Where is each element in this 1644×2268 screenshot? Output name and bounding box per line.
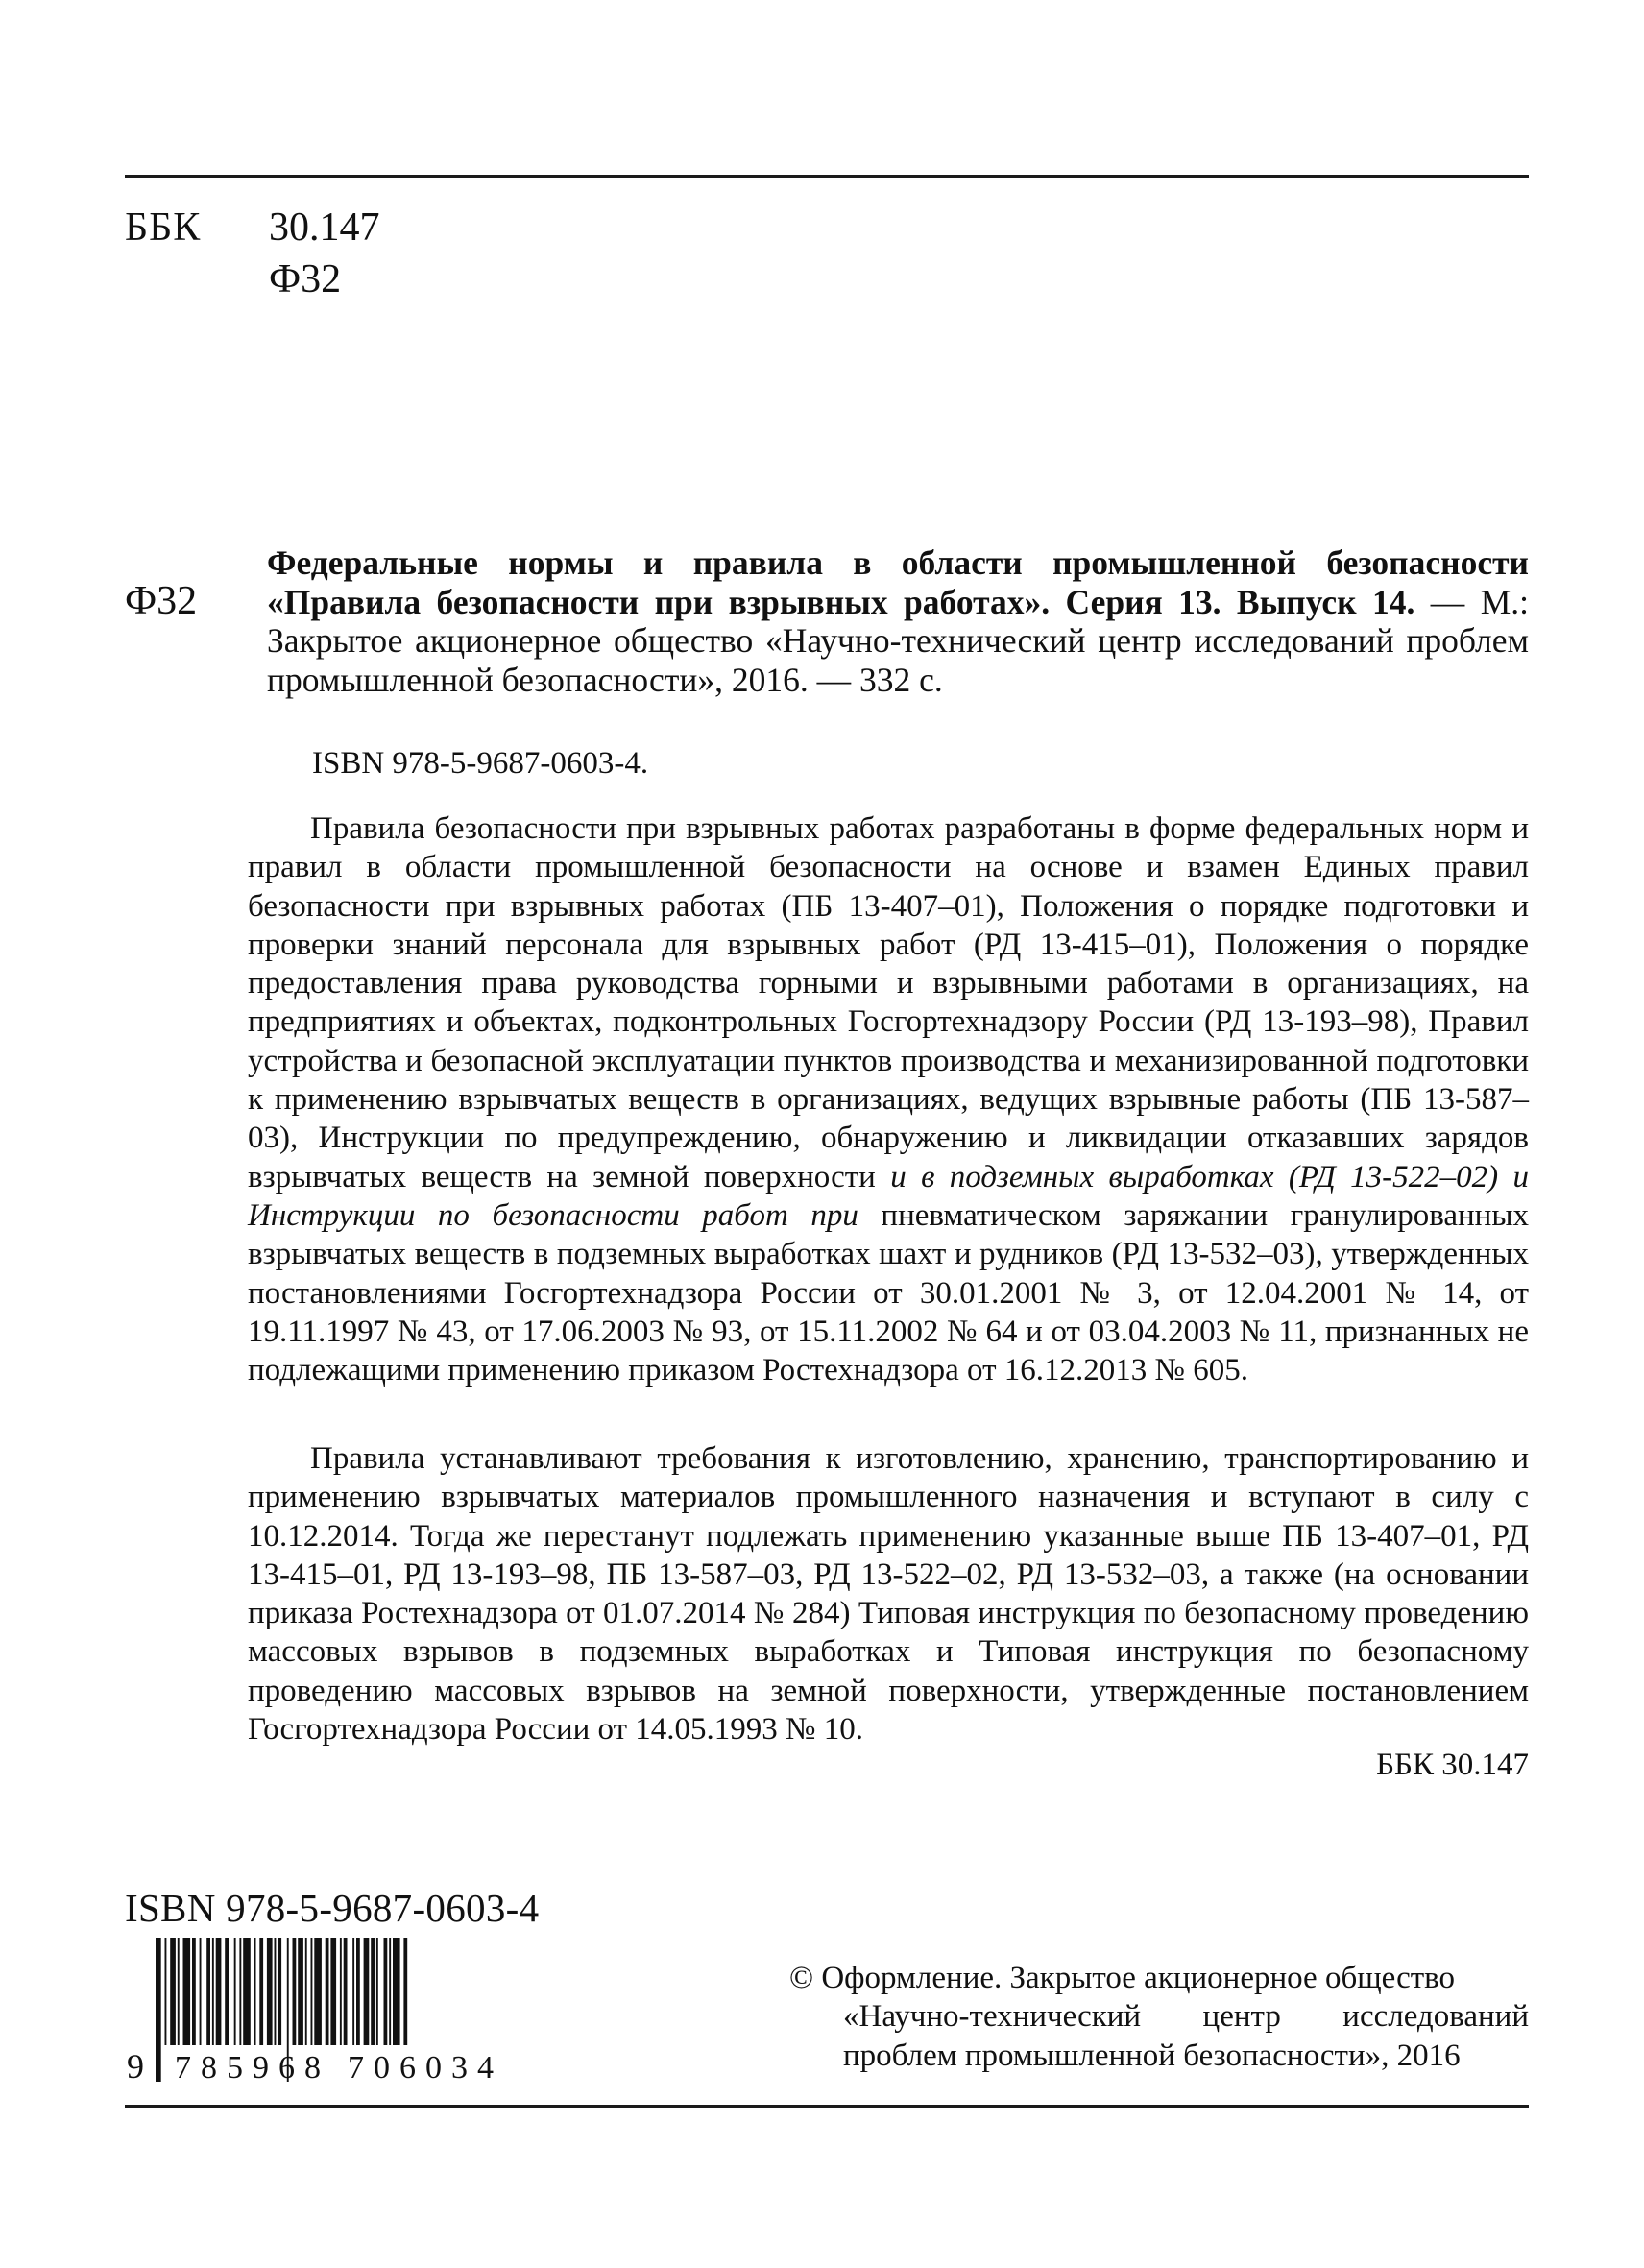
author-mark: Ф32 [269, 257, 342, 302]
barcode-bar [326, 1938, 329, 2045]
abstract-p1-text-b: пневматическом заряжании гранулированных взрывчатых веществ в подземных выработках шахт и рудников (РД 13-532–03), утвержденных постановлениями Госгортехнадзора России от 30.01.2001 № 3, от 12.04.2001 № 14, от 19.11.1997 № 43, от 17.06.2003 № 93, от 15.11.2002 № 64 и от 03.04.2003 № 11, признанных не подлежащими применению приказом Ростехнадзора от 16.12.2013 № 605. [248, 1197, 1530, 1388]
barcode-bar [330, 1938, 336, 2045]
barcode-bar [356, 1938, 360, 2045]
barcode-bar [267, 1938, 273, 2045]
abstract-paragraph-1 [248, 809, 1529, 1389]
barcode-left-digits: 785968 [175, 2050, 330, 2084]
barcode-bar [216, 1938, 222, 2045]
abstract-p1-italic: и в подземных выработках (РД 13-522–02) и Инструкции по безопасности работ при [248, 1159, 1529, 1233]
barcode-bar [311, 1938, 313, 2045]
barcode-bar [170, 1938, 176, 2045]
barcode-right-digits: 706034 [348, 2050, 503, 2084]
barcode-bar [352, 1938, 354, 2045]
barcode-bar [200, 1938, 202, 2045]
ean-barcode [125, 1938, 528, 2084]
barcode-bar [305, 1938, 307, 2045]
barcode-bar [165, 1938, 167, 2045]
barcode-bar [314, 1938, 322, 2045]
barcode-bar [206, 1938, 210, 2045]
copyright-line-2: «Научно-технический центр исследований [843, 1999, 1529, 2035]
barcode-isbn: ISBN 978-5-9687-0603-4 [125, 1886, 540, 1930]
imprint: — М.: Закрытое акционерное общество «Научно-технический центр исследований проблем промышленной безопасности», 2016. — 332 с. [267, 582, 1529, 699]
barcode-bar [376, 1938, 378, 2045]
isbn-line: ISBN 978-5-9687-0603-4. [312, 746, 649, 781]
barcode-bar [278, 1938, 281, 2045]
barcode-bar [275, 1938, 277, 2045]
barcode-bar [178, 1938, 180, 2045]
barcode-bar [259, 1938, 263, 2045]
barcode-bar [393, 1938, 400, 2045]
barcode-first-digit: 9 [127, 2047, 144, 2084]
barcode-bar [293, 1938, 297, 2045]
barcode-bar [234, 1938, 236, 2045]
barcode-bar [403, 1938, 407, 2045]
barcode-bar [389, 1938, 391, 2045]
book-title: Федеральные нормы и правила в области промышленной безопасности «Правила безопасности при взрывных работах». Серия 13. Выпуск 14. [267, 543, 1529, 621]
abstract-p1-text-a: Правила безопасности при взрывных работах разработаны в форме федеральных норм и правил в области промышленной безопасности на основе и взамен Единых правил безопасности при взрывных работах (ПБ 13-407–01), Положения о порядке подготовки и проверки знаний персонала для взрывных работ (РД 13-415–01), Положения о порядке предоставления права руководства горными и взрывными работами в организациях, на предприятиях и объектах, подконтрольных Госгортехнадзору России (РД 13-193–98), Правил устройства и безопасной эксплуатации пунктов производства и механизированной подготовки к применению взрывчатых веществ в организациях, ведущих взрывные работы (ПБ 13-587–03), Инструкции по предупреждению, обнаружению и ликвидации отказавших зарядов взрывчатых веществ на земной поверхности [248, 811, 1529, 1194]
barcode-bar [156, 1938, 161, 2082]
barcode-bar [298, 1938, 303, 2045]
barcode-bar [340, 1938, 342, 2045]
bbk-code: 30.147 [269, 205, 380, 250]
barcode-bar [212, 1938, 214, 2045]
barcode-bar [243, 1938, 251, 2045]
bibliographic-entry [267, 543, 1529, 699]
top-rule [125, 175, 1529, 178]
copyright-line-3: проблем промышленной безопасности», 2016 [843, 2038, 1461, 2073]
side-author-mark: Ф32 [125, 579, 198, 623]
barcode-bar [371, 1938, 375, 2045]
bbk-label: ББК [125, 205, 202, 250]
abstract-p2-text: Правила устанавливают требования к изготовлению, хранению, транспортированию и применению взрывчатых материалов промышленного назначения и вступают в силу с 10.12.2014. Тогда же перестанут подлежать применению указанные выше ПБ 13-407–01, РД 13-415–01, РД 13-193–98, ПБ 13-587–03, РД 13-522–02, РД 13-532–03, а также (на основании приказа Ростехнадзора от 01.07.2014 № 284) Типовая инструкция по безопасному проведению массовых взрывов в подземных выработках и Типовая инструкция по безопасному проведению массовых взрывов на земной поверхности, утвержденные постановлением Госгортехнадзора России от 14.05.1993 № 10. [248, 1441, 1529, 1748]
barcode-bar [192, 1938, 196, 2045]
abstract-paragraph-2 [248, 1439, 1529, 1749]
bottom-rule [125, 2105, 1529, 2108]
barcode-bar [225, 1938, 229, 2045]
barcode-bar [254, 1938, 256, 2045]
copyright-block [789, 1959, 1529, 2075]
barcode-bar [364, 1938, 370, 2045]
barcode-bar [239, 1938, 241, 2045]
bbk-footer: ББК 30.147 [1376, 1748, 1529, 1782]
barcode-bar [384, 1938, 388, 2045]
barcode-bar [344, 1938, 348, 2045]
copyright-line-1: © Оформление. Закрытое акционерное общество [789, 1961, 1456, 1995]
barcode-bar [183, 1938, 191, 2045]
